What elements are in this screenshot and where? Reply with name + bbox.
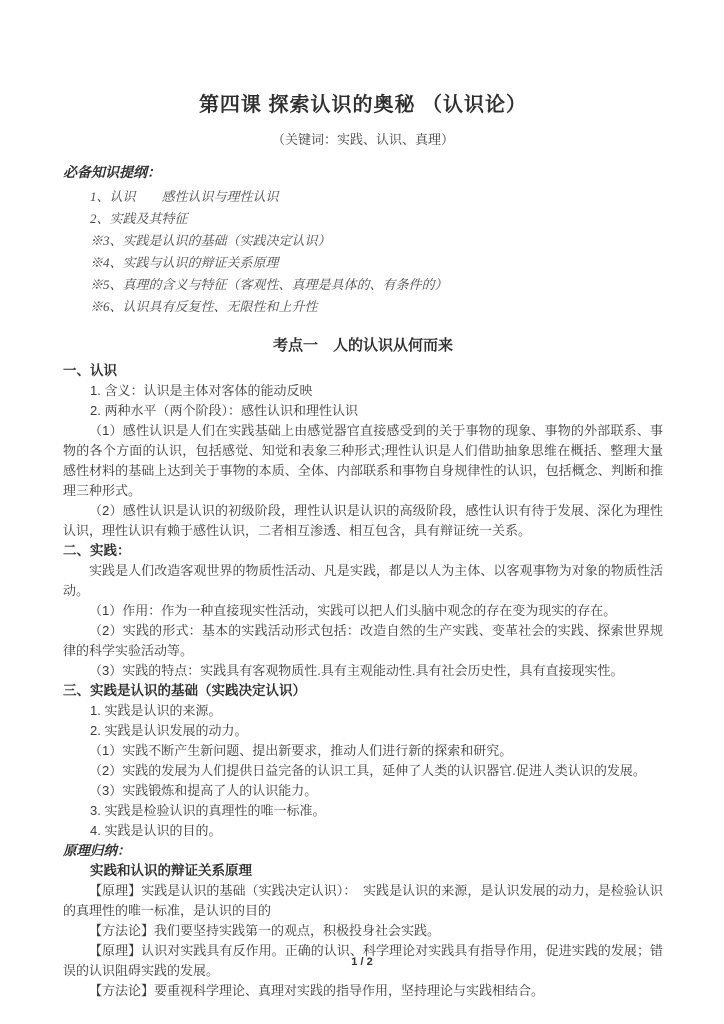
outline-item-5: ※5、真理的含义与特征（客观性、真理是具体的、有条件的） <box>90 277 448 292</box>
section-renshi <box>63 361 663 541</box>
section-renshi-heading: 一、认识 <box>63 363 117 378</box>
section-renshi-paragraph-2: （2）感性认识是认识的初级阶段，理性认识是认识的高级阶段，感性认识有待于发展、深化为理性认识，理性认识有赖于感性认识，二者相互渗透、相互包含，具有辩证统一关系。 <box>63 503 663 538</box>
principles-heading: 原理归纳： <box>63 843 131 858</box>
principles-section <box>63 841 663 1001</box>
principle-paragraph-2: 【原理】认识对实践具有反作用。正确的认识、科学理论对实践具有指导作用，促进实践的发展；错误的认识阻碍实践的发展。 <box>63 943 663 978</box>
section-renshi-line-meaning: 1. 含义：认识是主体对客体的能动反映 <box>90 383 313 398</box>
methodology-paragraph-2: 【方法论】要重视科学理论、真理对实践的指导作用，坚持理论与实践相结合。 <box>89 983 545 998</box>
section-shijian-forms: （2）实践的形式：基本的实践活动形式包括：改造自然的生产实践、变革社会的实践、探索世界规律的科学实验活动等。 <box>63 623 663 658</box>
section-foundation-point-1: 1. 实践是认识的来源。 <box>90 703 222 718</box>
outline-item-1: 1、认识 感性认识与理性认识 <box>90 189 279 204</box>
section-foundation-heading: 三、实践是认识的基础（实践决定认识） <box>63 683 306 698</box>
section-foundation-sub-3: （3）实践锻炼和提高了人的认识能力。 <box>89 783 318 798</box>
outline-heading: 必备知识提纲： <box>63 166 161 181</box>
section-foundation <box>63 681 663 841</box>
section-shijian <box>63 541 663 681</box>
outline-item-6: ※6、认识具有反复性、无限性和上升性 <box>90 299 318 314</box>
outline-item-3: ※3、实践是认识的基础（实践决定认识） <box>90 233 331 248</box>
section-foundation-sub-1: （1）实践不断产生新问题、提出新要求，推动人们进行新的探索和研究。 <box>89 743 513 758</box>
outline-item-4: ※4、实践与认识的辩证关系原理 <box>90 255 279 270</box>
section-foundation-point-2: 2. 实践是认识发展的动力。 <box>90 723 248 738</box>
methodology-paragraph-1: 【方法论】我们要坚持实践第一的观点，积极投身社会实践。 <box>89 923 441 938</box>
section-foundation-sub-2: （2）实践的发展为人们提供日益完备的认识工具，延伸了人类的认识器官.促进人类认识的发展。 <box>89 763 646 778</box>
section-shijian-definition: 实践是人们改造客观世界的物质性活动、凡是实践，都是以人为主体、以客观事物为对象的物质性活动。 <box>63 563 663 598</box>
section-shijian-heading: 二、实践： <box>63 543 131 558</box>
section-shijian-role: （1）作用：作为一种直接现实性活动，实践可以把人们头脑中观念的存在变为现实的存在。 <box>89 603 617 618</box>
principles-subheading: 实践和认识的辩证关系原理 <box>90 863 252 878</box>
outline-list <box>63 186 663 318</box>
outline-item-2: 2、实践及其特征 <box>90 211 188 226</box>
section-renshi-paragraph-1: （1）感性认识是人们在实践基础上由感觉器官直接感受到的关于事物的现象、事物的外部联系、事物的各个方面的认识，包括感觉、知觉和表象三种形式;理性认识是人们借助抽象思维在概括、整理大量感性材料的基础上达到关于事物的本质、全体、内部联系和事物自身规律性的认识，包括概念、判断和推理三种形式。 <box>63 423 663 498</box>
exam-point-title: 考点一 人的认识从何而来 <box>272 337 453 354</box>
section-foundation-point-4: 4. 实践是认识的目的。 <box>90 823 222 838</box>
page-subtitle: （关键词：实践、认识、真理） <box>271 132 454 147</box>
page-title: 第四课 探索认识的奥秘 （认识论） <box>198 94 528 116</box>
principle-paragraph-1: 【原理】实践是认识的基础（实践决定认识）： 实践是认识的来源，是认识发展的动力，是检验认识的真理性的唯一标准，是认识的目的 <box>63 883 663 918</box>
section-shijian-features: （3）实践的特点：实践具有客观物质性.具有主观能动性.具有社会历史性，具有直接现实性。 <box>89 663 624 678</box>
section-renshi-line-levels: 2. 两种水平（两个阶段）：感性认识和理性认识 <box>90 403 358 418</box>
section-foundation-point-3: 3. 实践是检验认识的真理性的唯一标准。 <box>90 803 326 818</box>
page-number: 1 / 2 <box>351 956 373 968</box>
